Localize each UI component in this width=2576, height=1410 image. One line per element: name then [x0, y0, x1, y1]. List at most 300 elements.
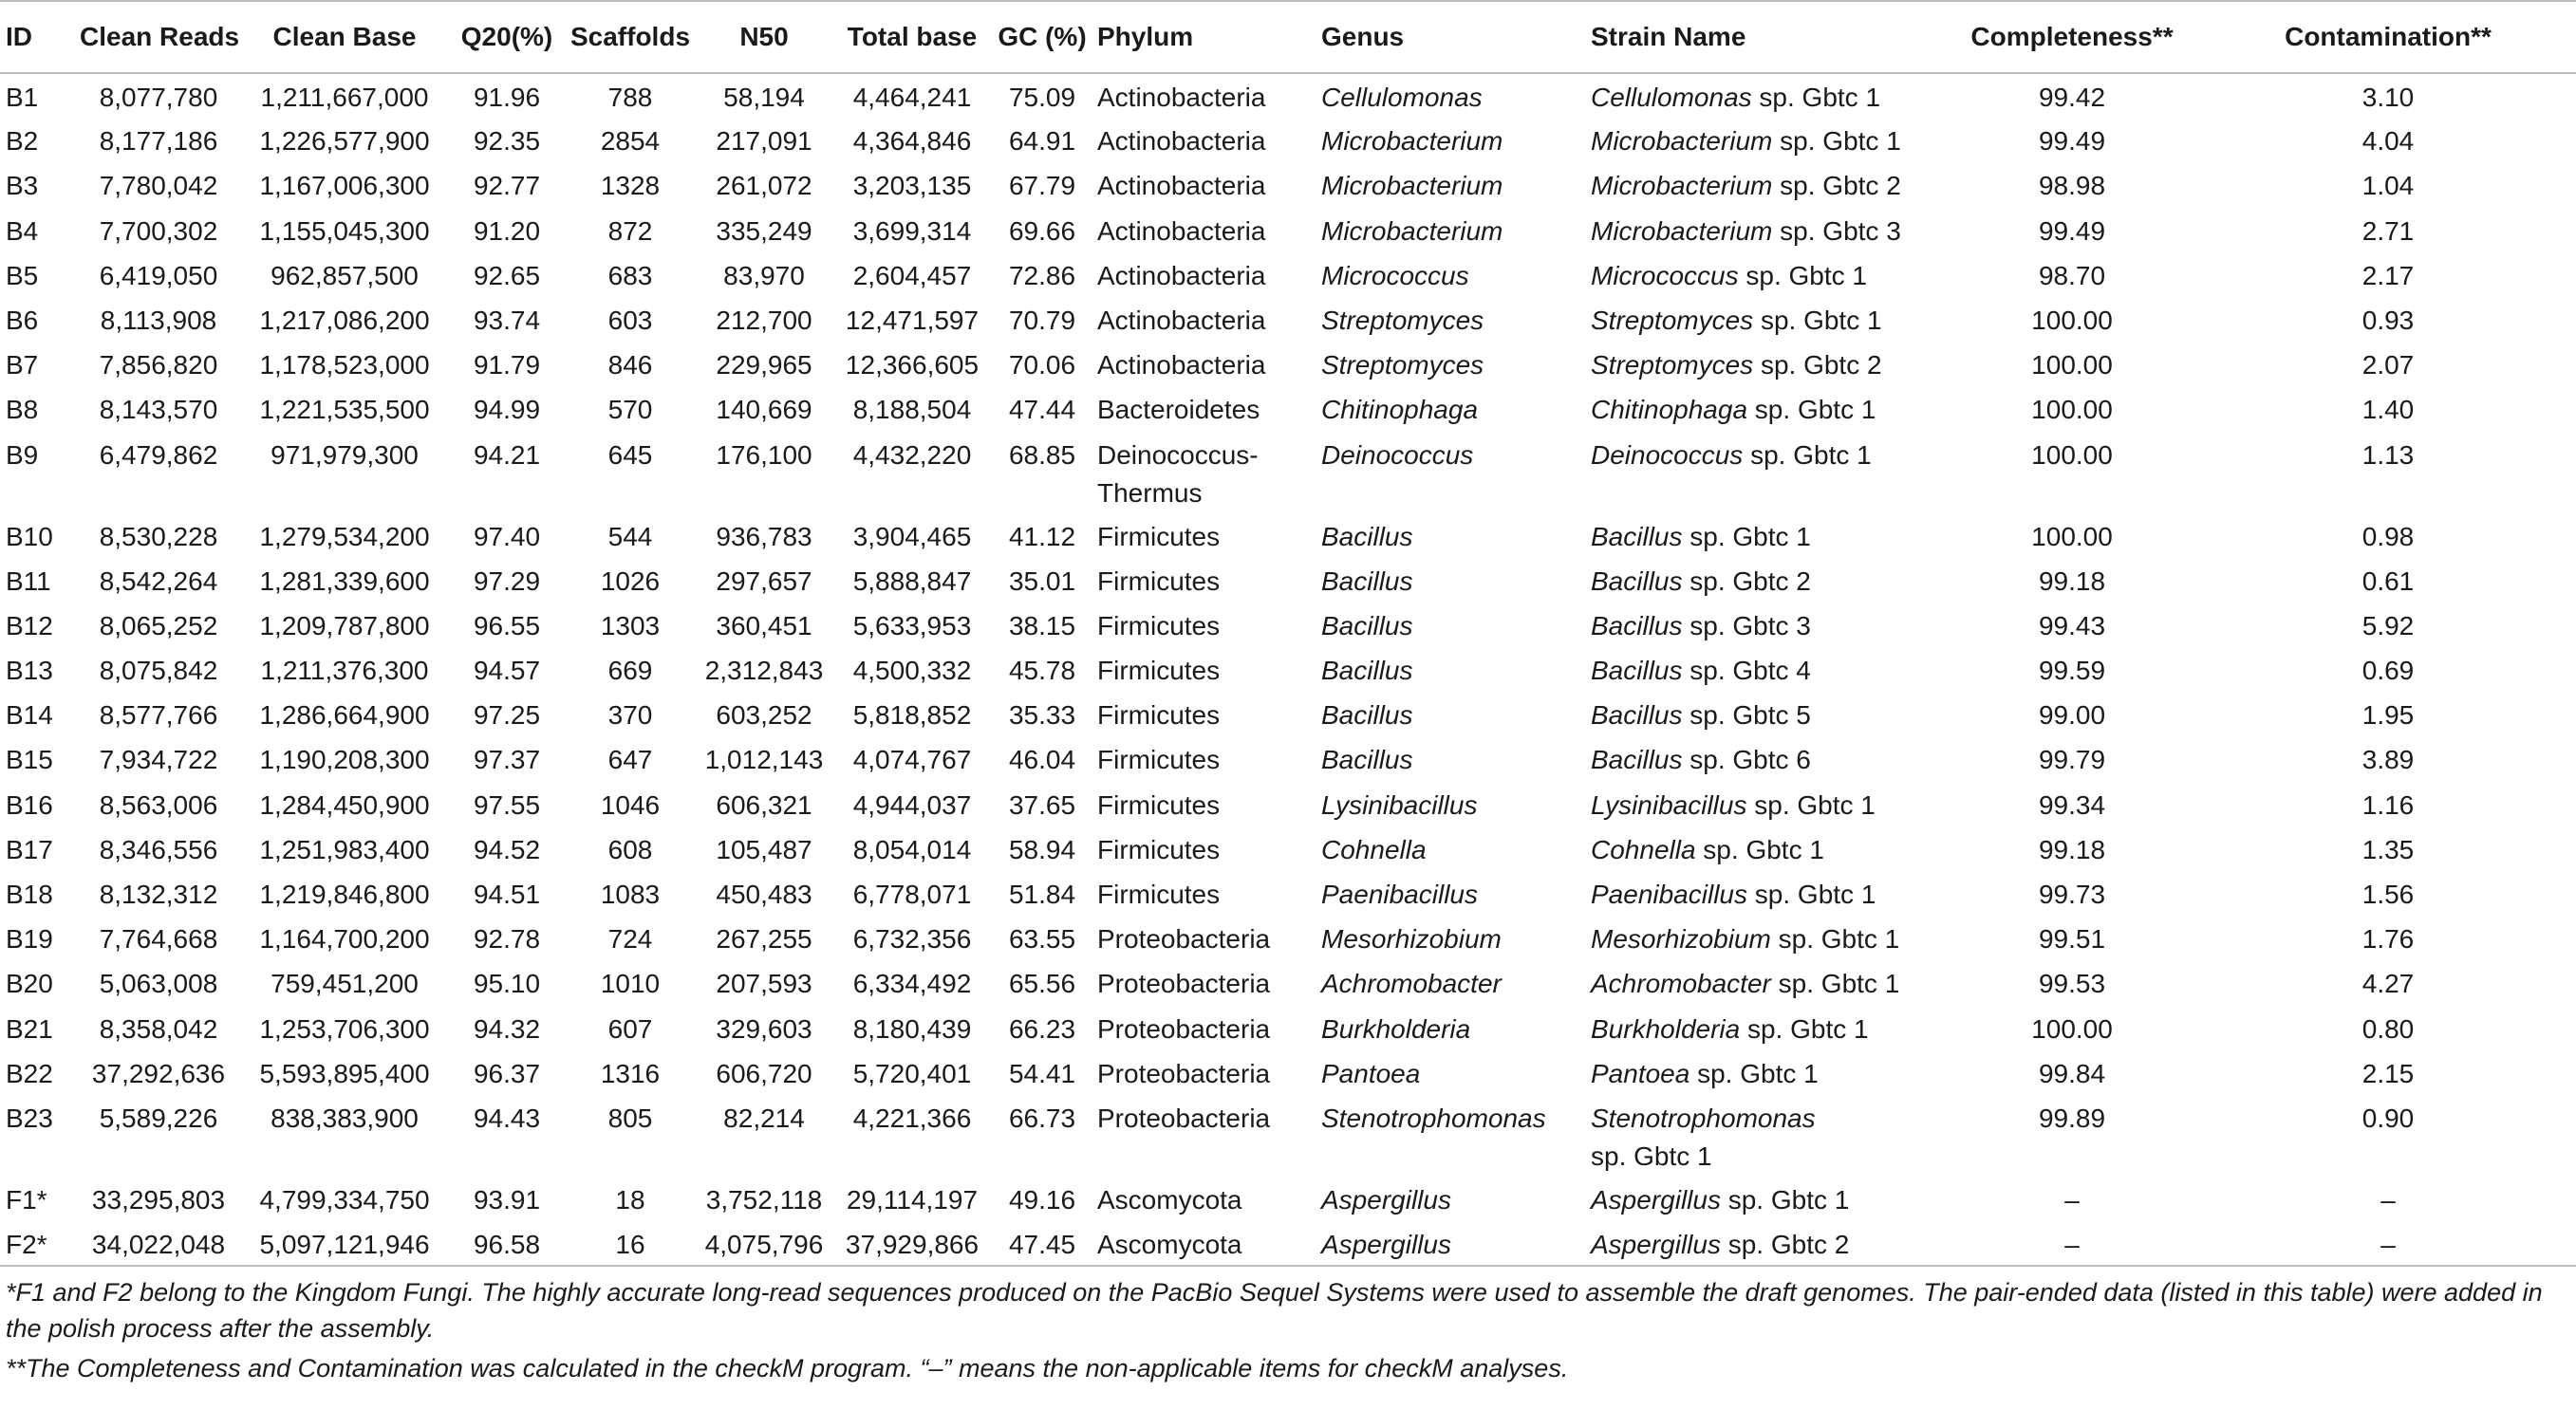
- cell-strain-name: [1579, 386, 1944, 431]
- cell-completeness: 100.00: [2031, 305, 2113, 335]
- cell-strain-name: [1579, 736, 1944, 781]
- table-row: [0, 647, 2576, 692]
- cell-completeness: 99.43: [2038, 610, 2106, 640]
- strain-genus: Lysinibacillus: [1591, 789, 1747, 820]
- cell-n50: 335,249: [716, 215, 812, 246]
- strain-genus: Bacillus: [1591, 656, 1683, 686]
- cell-clean-reads: 6,479,862: [99, 439, 218, 470]
- cell-q20: 92.78: [473, 924, 541, 955]
- cell-contamination: 0.61: [2361, 566, 2415, 596]
- cell-n50: 83,970: [723, 260, 805, 290]
- cell-genus: Paenibacillus: [1321, 880, 1478, 909]
- cell-id: B14: [6, 700, 53, 731]
- cell-id: B4: [6, 215, 39, 246]
- strain-genus: Microbacterium: [1591, 171, 1773, 201]
- cell-id: B13: [6, 656, 53, 686]
- cell-completeness: 99.49: [2038, 126, 2106, 157]
- cell-strain-name: [1579, 1095, 1944, 1177]
- col-header-gc: GC (%): [991, 1, 1093, 73]
- header-row: [0, 1, 2576, 73]
- cell-phylum: Firmicutes: [1097, 834, 1221, 864]
- cell-contamination: 0.90: [2361, 1103, 2415, 1133]
- footnote-checkm: **The Completeness and Contamination was calculated in the checkM program. “–” means the non-applicable items for checkM analyses.: [6, 1354, 1569, 1383]
- cell-gc: 35.33: [1008, 700, 1076, 731]
- cell-contamination: 4.27: [2361, 969, 2415, 999]
- cell-scaffolds: 1046: [600, 789, 661, 820]
- cell-clean-base: 1,217,086,200: [259, 305, 430, 335]
- cell-id: F2*: [0, 1221, 76, 1266]
- strain-suffix: sp. Gbtc 1: [1695, 834, 1824, 864]
- col-header-genus: Genus: [1317, 1, 1579, 73]
- cell-phylum: Actinobacteria: [1097, 260, 1266, 290]
- cell-scaffolds: 370: [607, 700, 653, 731]
- strain-genus: Bacillus: [1591, 700, 1683, 731]
- cell-clean-reads: 8,177,186: [99, 126, 218, 157]
- cell-total-base: 4,464,241: [852, 83, 972, 112]
- cell-phylum: Proteobacteria: [1097, 1013, 1271, 1044]
- cell-genus: Cellulomonas: [1321, 83, 1483, 112]
- cell-clean-reads: 8,358,042: [99, 1013, 218, 1044]
- cell-scaffolds: 1316: [600, 1058, 661, 1088]
- cell-clean-base: 1,219,846,800: [259, 880, 430, 909]
- cell-gc: 38.15: [1008, 610, 1076, 640]
- cell-phylum: Firmicutes: [1097, 880, 1221, 909]
- cell-clean-base: 5,593,895,400: [259, 1058, 430, 1088]
- strain-genus: Bacillus: [1591, 521, 1683, 551]
- cell-completeness: 99.89: [2038, 1103, 2106, 1133]
- cell-total-base: 6,778,071: [852, 880, 972, 909]
- cell-contamination: 1.40: [2361, 395, 2415, 425]
- cell-id: B11: [6, 566, 51, 596]
- cell-total-base: 4,432,220: [852, 439, 972, 470]
- cell-contamination: 1.95: [2361, 700, 2415, 731]
- cell-clean-reads: 7,934,722: [99, 745, 218, 775]
- cell-contamination: 0.69: [2361, 656, 2415, 686]
- cell-scaffolds: 603: [607, 305, 653, 335]
- footnote-fungi: *F1 and F2 belong to the Kingdom Fungi. The highly accurate long-read sequences produced on the PacBio Sequel Systems were used to assemble the draft genomes. The pair-ended data (listed in this table) were added in the polish process after the assembly.: [6, 1278, 2543, 1344]
- cell-total-base: 5,720,401: [852, 1058, 972, 1088]
- table-row: [0, 558, 2576, 603]
- strain-genus: Microbacterium: [1591, 215, 1773, 246]
- cell-total-base: 2,604,457: [852, 260, 972, 290]
- cell-genus: Stenotrophomonas: [1321, 1103, 1546, 1133]
- cell-clean-base: 4,799,334,750: [259, 1184, 430, 1215]
- cell-strain-name: [1579, 782, 1944, 826]
- cell-q20: 94.99: [473, 395, 541, 425]
- col-header-n50: N50: [695, 1, 833, 73]
- cell-gc: 66.23: [1008, 1013, 1076, 1044]
- cell-scaffolds: 18: [615, 1184, 645, 1215]
- cell-n50: 212,700: [716, 305, 812, 335]
- cell-scaffolds: 607: [607, 1013, 653, 1044]
- cell-completeness: 99.00: [2038, 700, 2106, 731]
- strain-genus: Achromobacter: [1591, 969, 1771, 999]
- strain-suffix: sp. Gbtc 1: [1740, 1013, 1869, 1044]
- cell-total-base: 3,203,135: [852, 171, 972, 201]
- strain-suffix: sp. Gbtc 6: [1682, 745, 1811, 775]
- col-header-contamination: Contamination**: [2200, 1, 2576, 73]
- col-header-total-base: Total base: [833, 1, 991, 73]
- cell-strain-name: [1579, 342, 1944, 386]
- strain-genus: Cellulomonas: [1591, 83, 1752, 112]
- strain-genus: Mesorhizobium: [1591, 924, 1771, 955]
- cell-contamination: 1.76: [2361, 924, 2415, 955]
- cell-gc: 75.09: [1008, 83, 1076, 112]
- table-row: [0, 73, 2576, 118]
- cell-phylum: Actinobacteria: [1097, 350, 1266, 380]
- cell-gc: 45.78: [1008, 656, 1076, 686]
- cell-genus: Bacillus: [1321, 566, 1413, 596]
- cell-clean-base: 971,979,300: [271, 439, 419, 470]
- cell-completeness: 100.00: [2031, 1013, 2113, 1044]
- cell-q20: 95.10: [473, 969, 541, 999]
- col-header-phylum: Phylum: [1093, 1, 1317, 73]
- cell-n50: 1,012,143: [704, 745, 824, 775]
- strain-genus: Bacillus: [1591, 610, 1683, 640]
- cell-n50: 360,451: [716, 610, 812, 640]
- cell-contamination: 2.71: [2361, 215, 2415, 246]
- strain-suffix: sp. Gbtc 1: [1720, 1184, 1850, 1215]
- cell-id: B10: [6, 521, 53, 551]
- strain-genus: Chitinophaga: [1591, 395, 1748, 425]
- cell-contamination: 2.17: [2361, 260, 2415, 290]
- cell-phylum: Actinobacteria: [1097, 171, 1266, 201]
- cell-strain-name: [1579, 916, 1944, 960]
- cell-strain-name: [1579, 252, 1944, 297]
- cell-phylum: Firmicutes: [1097, 745, 1221, 775]
- cell-contamination: –: [2200, 1221, 2576, 1266]
- cell-q20: 94.51: [473, 880, 541, 909]
- cell-q20: 92.77: [473, 171, 541, 201]
- cell-n50: 297,657: [716, 566, 812, 596]
- cell-genus: Achromobacter: [1321, 969, 1502, 999]
- strain-suffix: sp. Gbtc 2: [1772, 171, 1901, 201]
- cell-clean-reads: 8,577,766: [99, 700, 218, 731]
- cell-scaffolds: 846: [607, 350, 653, 380]
- cell-clean-reads: 8,530,228: [99, 521, 218, 551]
- strain-suffix: sp. Gbtc 2: [1682, 566, 1811, 596]
- table-row: [0, 513, 2576, 558]
- table-footnotes: [0, 1267, 2576, 1386]
- cell-n50: 176,100: [716, 439, 812, 470]
- table-row: [0, 342, 2576, 386]
- cell-gc: 47.45: [991, 1221, 1093, 1266]
- cell-clean-reads: 8,542,264: [99, 566, 218, 596]
- cell-strain-name: [1579, 1050, 1944, 1095]
- cell-contamination: 4.04: [2361, 126, 2415, 157]
- cell-clean-base: 1,211,376,300: [260, 656, 429, 686]
- cell-phylum: Ascomycota: [1093, 1221, 1317, 1266]
- cell-n50: 229,965: [716, 350, 812, 380]
- cell-scaffolds: 16: [566, 1221, 695, 1266]
- cell-contamination: 1.13: [2361, 439, 2415, 470]
- cell-id: B16: [6, 789, 53, 820]
- cell-q20: 93.91: [473, 1184, 541, 1215]
- cell-total-base: 4,944,037: [852, 789, 972, 820]
- cell-total-base: 29,114,197: [846, 1184, 979, 1215]
- cell-phylum: Firmicutes: [1097, 521, 1221, 551]
- cell-scaffolds: 1303: [600, 610, 661, 640]
- cell-genus: Microbacterium: [1321, 126, 1503, 157]
- strain-genus: Stenotrophomonas: [1591, 1103, 1816, 1133]
- cell-completeness: 100.00: [2031, 395, 2113, 425]
- cell-clean-reads: 33,295,803: [91, 1184, 226, 1215]
- cell-completeness: –: [1944, 1221, 2200, 1266]
- cell-phylum: Proteobacteria: [1097, 1103, 1271, 1133]
- cell-clean-reads: 37,292,636: [91, 1058, 226, 1088]
- strain-suffix: sp. Gbtc 1: [1770, 969, 1900, 999]
- cell-strain-name: [1579, 73, 1944, 118]
- table-row: [0, 826, 2576, 871]
- strain-suffix: sp. Gbtc 3: [1682, 610, 1811, 640]
- cell-strain-name: [1579, 432, 1944, 513]
- cell-strain-name: [1579, 960, 1944, 1005]
- cell-q20: 94.57: [473, 656, 541, 686]
- cell-completeness: 100.00: [2031, 521, 2113, 551]
- cell-scaffolds: 872: [607, 215, 653, 246]
- cell-completeness: 99.34: [2038, 789, 2106, 820]
- cell-clean-base: 1,164,700,200: [259, 924, 430, 955]
- cell-id: B23: [6, 1103, 53, 1133]
- cell-clean-base: 1,190,208,300: [259, 745, 430, 775]
- strain-genus: Streptomyces: [1591, 350, 1754, 380]
- strain-suffix: sp. Gbtc 1: [1738, 260, 1867, 290]
- cell-id: B17: [6, 834, 53, 864]
- cell-clean-reads: 5,063,008: [99, 969, 218, 999]
- table-row: [0, 297, 2576, 342]
- cell-gc: 46.04: [1008, 745, 1076, 775]
- cell-completeness: 98.98: [2038, 171, 2106, 201]
- cell-scaffolds: 1026: [600, 566, 661, 596]
- strain-suffix: sp. Gbtc 1: [1772, 126, 1901, 157]
- cell-genus: Bacillus: [1321, 745, 1413, 775]
- cell-total-base: 6,732,356: [852, 924, 972, 955]
- cell-clean-reads: 8,143,570: [99, 395, 218, 425]
- cell-gc: 49.16: [1008, 1184, 1076, 1215]
- cell-completeness: 100.00: [2031, 439, 2113, 470]
- cell-scaffolds: 645: [607, 439, 653, 470]
- cell-contamination: 0.80: [2361, 1013, 2415, 1044]
- cell-scaffolds: 1328: [600, 171, 661, 201]
- cell-n50: 217,091: [716, 126, 812, 157]
- cell-phylum: Proteobacteria: [1097, 924, 1271, 955]
- cell-id: B8: [6, 395, 39, 425]
- cell-contamination: 2.15: [2361, 1058, 2415, 1088]
- cell-gc: 51.84: [1008, 880, 1076, 909]
- cell-completeness: 99.79: [2038, 745, 2106, 775]
- table-row: [0, 916, 2576, 960]
- cell-genus: Mesorhizobium: [1321, 924, 1502, 955]
- cell-n50: 2,312,843: [704, 656, 824, 686]
- cell-genus: Bacillus: [1321, 656, 1413, 686]
- cell-gc: 41.12: [1008, 521, 1076, 551]
- cell-q20: 93.74: [473, 305, 541, 335]
- cell-n50: 4,075,796: [695, 1221, 833, 1266]
- cell-gc: 58.94: [1008, 834, 1076, 864]
- cell-clean-reads: 8,113,908: [100, 305, 217, 335]
- cell-genus: Pantoea: [1321, 1058, 1421, 1088]
- cell-gc: 70.06: [1008, 350, 1076, 380]
- cell-contamination: 0.98: [2361, 521, 2415, 551]
- col-header-scaffolds: Scaffolds: [566, 1, 695, 73]
- cell-contamination: 0.93: [2361, 305, 2415, 335]
- cell-q20: 91.96: [473, 83, 541, 112]
- cell-clean-base: 1,253,706,300: [259, 1013, 430, 1044]
- cell-phylum: Ascomycota: [1097, 1184, 1242, 1215]
- cell-completeness: 99.73: [2038, 880, 2106, 909]
- cell-genus: Deinococcus: [1321, 439, 1474, 470]
- cell-id: B20: [6, 969, 53, 999]
- cell-total-base: 37,929,866: [833, 1221, 991, 1266]
- cell-n50: 261,072: [716, 171, 812, 201]
- cell-scaffolds: 805: [607, 1103, 653, 1133]
- cell-phylum: Actinobacteria: [1097, 305, 1266, 335]
- cell-gc: 37.65: [1008, 789, 1076, 820]
- cell-q20: 97.40: [473, 521, 541, 551]
- cell-clean-reads: 8,075,842: [99, 656, 218, 686]
- cell-strain-name: [1579, 118, 1944, 162]
- cell-genus: Bacillus: [1321, 700, 1413, 731]
- cell-clean-base: 1,167,006,300: [259, 171, 430, 201]
- cell-gc: 70.79: [1008, 305, 1076, 335]
- cell-id: B2: [6, 126, 39, 157]
- cell-clean-base: 838,383,900: [271, 1103, 419, 1133]
- cell-scaffolds: 683: [607, 260, 653, 290]
- cell-genus: Aspergillus: [1321, 1184, 1451, 1215]
- table-row: [0, 782, 2576, 826]
- strain-suffix: sp. Gbtc 5: [1682, 700, 1811, 731]
- cell-gc: 68.85: [1008, 439, 1076, 470]
- cell-gc: 54.41: [1008, 1058, 1076, 1088]
- strain-suffix: sp. Gbtc 2: [1753, 350, 1882, 380]
- cell-completeness: 98.70: [2038, 260, 2106, 290]
- table-row: [0, 960, 2576, 1005]
- cell-scaffolds: 669: [607, 656, 653, 686]
- cell-clean-reads: 8,077,780: [99, 83, 218, 112]
- cell-id: B5: [6, 260, 39, 290]
- cell-strain-name: [1579, 1006, 1944, 1050]
- cell-id: B15: [6, 745, 53, 775]
- cell-phylum: Proteobacteria: [1097, 1058, 1271, 1088]
- cell-clean-base: 1,279,534,200: [259, 521, 430, 551]
- cell-strain-name: [1579, 558, 1944, 603]
- table-row: [0, 692, 2576, 736]
- cell-clean-base: 1,286,664,900: [259, 700, 430, 731]
- cell-genus: Bacillus: [1321, 521, 1413, 551]
- cell-genus: Microbacterium: [1321, 215, 1503, 246]
- cell-phylum: Bacteroidetes: [1097, 395, 1260, 425]
- cell-phylum: Firmicutes: [1097, 700, 1221, 731]
- table-row: [0, 432, 2576, 513]
- table-row: [0, 1221, 2576, 1266]
- strain-genus: Paenibacillus: [1591, 880, 1747, 909]
- cell-gc: 47.44: [1008, 395, 1076, 425]
- cell-id: B21: [6, 1013, 53, 1044]
- cell-phylum: Proteobacteria: [1097, 969, 1271, 999]
- cell-id: B7: [6, 350, 39, 380]
- cell-clean-reads: 8,346,556: [99, 834, 218, 864]
- strain-suffix: sp. Gbtc 4: [1682, 656, 1811, 686]
- cell-clean-base: 5,097,121,946: [241, 1221, 448, 1266]
- cell-clean-reads: 8,132,312: [99, 880, 218, 909]
- cell-q20: 94.52: [473, 834, 541, 864]
- cell-strain-name: [1579, 647, 1944, 692]
- cell-genus: Micrococcus: [1321, 260, 1469, 290]
- cell-completeness: 99.42: [2038, 83, 2106, 112]
- col-header-clean-reads: Clean Reads: [76, 1, 241, 73]
- table-row: [0, 162, 2576, 207]
- col-header-completeness: Completeness**: [1944, 1, 2200, 73]
- strain-genus: Bacillus: [1591, 745, 1683, 775]
- cell-genus: Lysinibacillus: [1321, 789, 1478, 820]
- cell-clean-base: 759,451,200: [271, 969, 419, 999]
- cell-phylum: Actinobacteria: [1097, 215, 1266, 246]
- cell-contamination: 5.92: [2361, 610, 2415, 640]
- table-row: [0, 1050, 2576, 1095]
- cell-q20: 91.79: [473, 350, 541, 380]
- cell-id: F1*: [6, 1184, 47, 1215]
- cell-id: B22: [6, 1058, 53, 1088]
- table-body: [0, 73, 2576, 1266]
- cell-q20: 92.65: [473, 260, 541, 290]
- cell-clean-reads: 34,022,048: [76, 1221, 241, 1266]
- strain-suffix: sp. Gbtc 1: [1591, 1141, 1712, 1171]
- cell-id: B9: [6, 439, 39, 470]
- cell-clean-reads: 7,700,302: [99, 215, 218, 246]
- cell-q20: 96.37: [473, 1058, 541, 1088]
- cell-total-base: 6,334,492: [852, 969, 972, 999]
- cell-clean-reads: 7,764,668: [99, 924, 218, 955]
- cell-q20: 94.43: [473, 1103, 541, 1133]
- strain-suffix: sp. Gbtc 1: [1753, 305, 1882, 335]
- cell-scaffolds: 608: [607, 834, 653, 864]
- strain-genus: Deinococcus: [1591, 439, 1744, 470]
- cell-q20: 94.32: [473, 1013, 541, 1044]
- cell-phylum: Firmicutes: [1097, 610, 1221, 640]
- cell-gc: 65.56: [1008, 969, 1076, 999]
- cell-contamination: –: [2380, 1184, 2396, 1215]
- cell-contamination: 2.07: [2361, 350, 2415, 380]
- cell-strain-name: [1579, 603, 1944, 647]
- cell-genus: Streptomyces: [1321, 350, 1484, 380]
- cell-n50: 936,783: [716, 521, 812, 551]
- cell-clean-reads: 7,780,042: [99, 171, 218, 201]
- table-row: [0, 386, 2576, 431]
- cell-gc: 72.86: [1008, 260, 1076, 290]
- cell-n50: 329,603: [716, 1013, 812, 1044]
- cell-strain-name: [1579, 692, 1944, 736]
- cell-strain-name: [1579, 871, 1944, 916]
- strain-suffix: sp. Gbtc 1: [1746, 789, 1876, 820]
- cell-n50: 267,255: [716, 924, 812, 955]
- cell-genus: Microbacterium: [1321, 171, 1503, 201]
- cell-scaffolds: 570: [607, 395, 653, 425]
- table-row: [0, 736, 2576, 781]
- cell-total-base: 4,074,767: [852, 745, 972, 775]
- cell-id: B12: [6, 610, 53, 640]
- cell-clean-base: 1,281,339,600: [259, 566, 430, 596]
- cell-phylum: Firmicutes: [1097, 789, 1221, 820]
- strain-genus: Streptomyces: [1591, 305, 1754, 335]
- cell-clean-base: 1,211,667,000: [260, 83, 429, 112]
- cell-completeness: 99.51: [2038, 924, 2106, 955]
- cell-n50: 3,752,118: [705, 1184, 823, 1215]
- table-row: [0, 252, 2576, 297]
- cell-scaffolds: 544: [607, 521, 653, 551]
- cell-completeness: 99.18: [2038, 834, 2106, 864]
- cell-completeness: –: [2064, 1184, 2080, 1215]
- cell-clean-reads: 8,563,006: [99, 789, 218, 820]
